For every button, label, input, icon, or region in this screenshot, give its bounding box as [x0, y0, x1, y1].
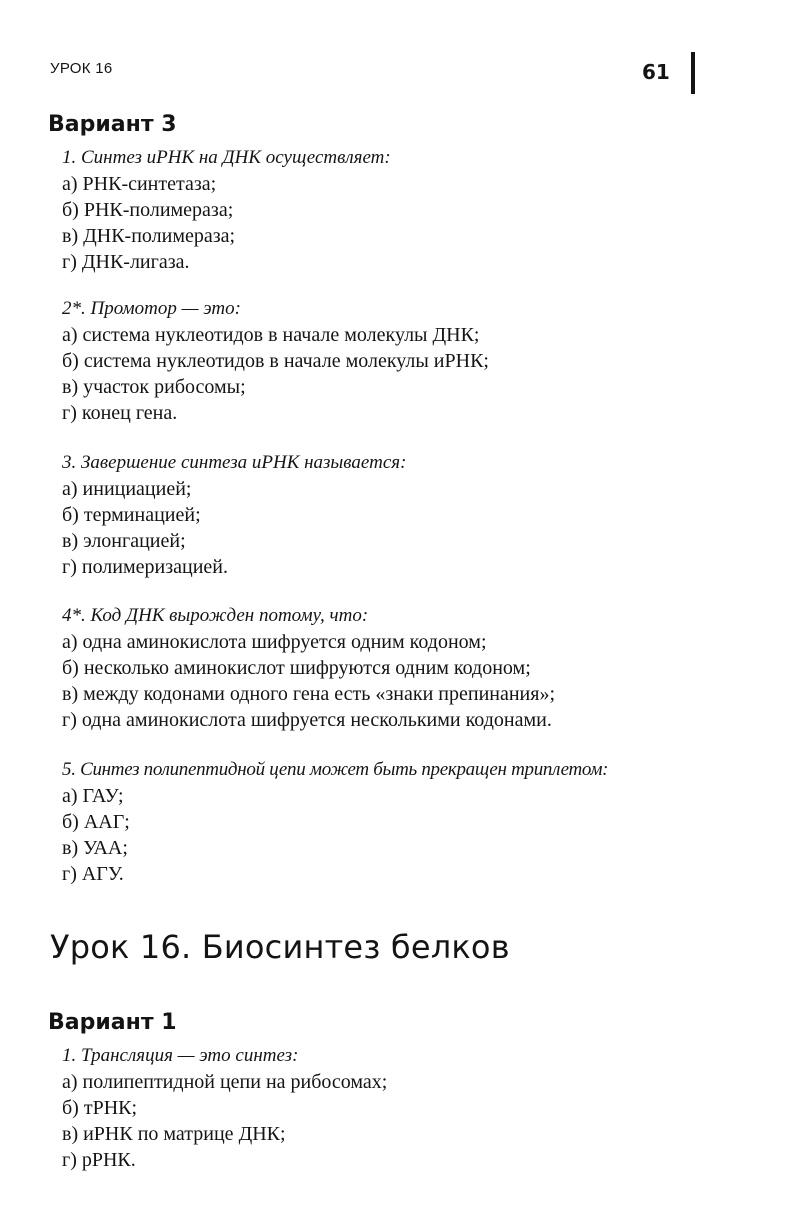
answer-option-b: б) РНК-полимераза;	[62, 199, 234, 221]
question-text: 1. Синтез иРНК на ДНК осуществляет:	[62, 147, 391, 168]
answer-option-c: в) элонгацией;	[62, 530, 186, 552]
answer-option-b: б) тРНК;	[62, 1097, 138, 1119]
answer-option-b: б) несколько аминокислот шифруются одним кодоном;	[62, 657, 531, 679]
answer-option-d: г) конец гена.	[62, 402, 178, 424]
question-block-5	[62, 757, 752, 887]
answer-option-d: г) АГУ.	[62, 863, 124, 885]
question-text: 1. Трансляция — это синтез:	[62, 1045, 299, 1066]
answer-option-d: г) полимеризацией.	[62, 556, 228, 578]
answer-option-a: а) одна аминокислота шифруется одним кодоном;	[62, 631, 487, 653]
question-text: 4*. Код ДНК вырожден потому, что:	[62, 605, 369, 626]
answer-option-b: б) система нуклеотидов в начале молекулы иРНК;	[62, 350, 489, 372]
question-text: 3. Завершение синтеза иРНК называется:	[62, 452, 407, 473]
answer-options	[62, 476, 752, 580]
variant-3-heading: Вариант 3	[48, 112, 177, 137]
answer-option-c: в) ДНК-полимераза;	[62, 225, 236, 247]
running-head: УРОК 16	[50, 60, 113, 77]
answer-option-c: в) участок рибосомы;	[62, 376, 246, 398]
answer-option-b: б) терминацией;	[62, 504, 201, 526]
answer-options	[62, 322, 752, 426]
question-block-bottom-1	[62, 1043, 752, 1173]
answer-options	[62, 1069, 752, 1173]
answer-option-c: в) между кодонами одного гена есть «знаки препинания»;	[62, 683, 556, 705]
question-block-4	[62, 603, 752, 733]
question-block-1	[62, 145, 752, 275]
answer-option-a: а) система нуклеотидов в начале молекулы ДНК;	[62, 324, 480, 346]
answer-option-a: а) инициацией;	[62, 478, 192, 500]
question-block-2	[62, 296, 752, 426]
question-block-3	[62, 450, 752, 580]
answer-option-d: г) одна аминокислота шифруется несколькими кодонами.	[62, 709, 552, 731]
lesson-title: Урок 16. Биосинтез белков	[50, 928, 510, 966]
answer-option-a: а) РНК-синтетаза;	[62, 173, 217, 195]
answer-option-b: б) ААГ;	[62, 811, 130, 833]
answer-option-d: г) рРНК.	[62, 1149, 136, 1171]
question-text: 5. Синтез полипептидной цепи может быть прекращен триплетом:	[62, 759, 609, 780]
answer-options	[62, 629, 752, 733]
variant-1-heading: Вариант 1	[48, 1010, 177, 1035]
answer-option-a: а) ГАУ;	[62, 785, 124, 807]
answer-option-d: г) ДНК-лигаза.	[62, 251, 190, 273]
answer-option-c: в) иРНК по матрице ДНК;	[62, 1123, 286, 1145]
answer-option-c: в) УАА;	[62, 837, 128, 859]
page-number: 61	[642, 60, 670, 84]
answer-option-a: а) полипептидной цепи на рибосомах;	[62, 1071, 388, 1093]
page-number-rule	[691, 52, 695, 94]
answer-options	[62, 171, 752, 275]
answer-options	[62, 783, 752, 887]
question-text: 2*. Промотор — это:	[62, 298, 241, 319]
